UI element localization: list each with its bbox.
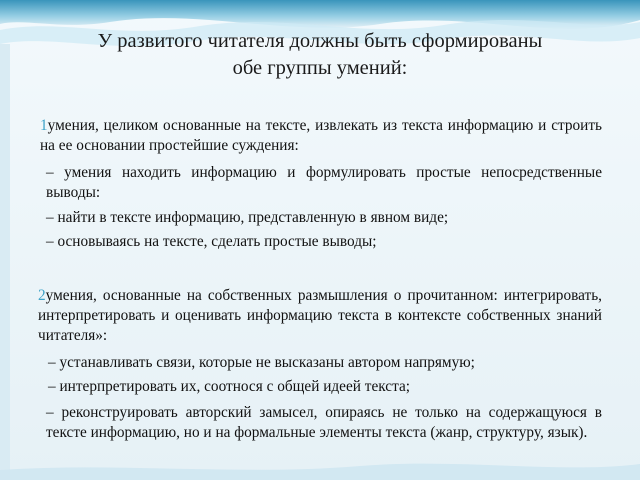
group1-intro: [40, 116, 602, 156]
group1-intro-text: умения, целиком основанные на тексте, извлекать из текста информацию и строить на ее основании простейшие суждения:: [40, 117, 602, 154]
group2-item-3: – реконструировать авторский замысел, опираясь не только на содержащуюся в тексте информацию, но и на формальные элементы текста (жанр, структуру, язык).: [46, 404, 602, 441]
group1-item-2: – найти в тексте информацию, представленную в явном виде;: [46, 209, 449, 226]
group1-item-3: – основываясь на тексте, сделать простые выводы;: [46, 233, 377, 250]
title-line-2: обе группы умений:: [232, 57, 408, 79]
group2-number: 2: [38, 287, 46, 304]
group1-number: 1: [40, 117, 48, 134]
group2-intro: [38, 286, 602, 346]
group2-item-1: – устанавливать связи, которые не высказаны автором напрямую;: [48, 354, 475, 371]
group2-item-2: – интерпретировать их, соотнося с общей идеей текста;: [48, 378, 410, 395]
group2-intro-text: умения, основанные на собственных размышления о прочитанном: интегрировать, интерпретировать и оценивать информацию текста в контексте собственных знаний читателя»:: [38, 287, 602, 344]
title-line-1: У развитого читателя должны быть сформированы: [97, 30, 543, 52]
group1-item-1: – умения находить информацию и формулировать простые непосредственные выводы:: [46, 164, 602, 201]
slide-title: [40, 28, 600, 82]
